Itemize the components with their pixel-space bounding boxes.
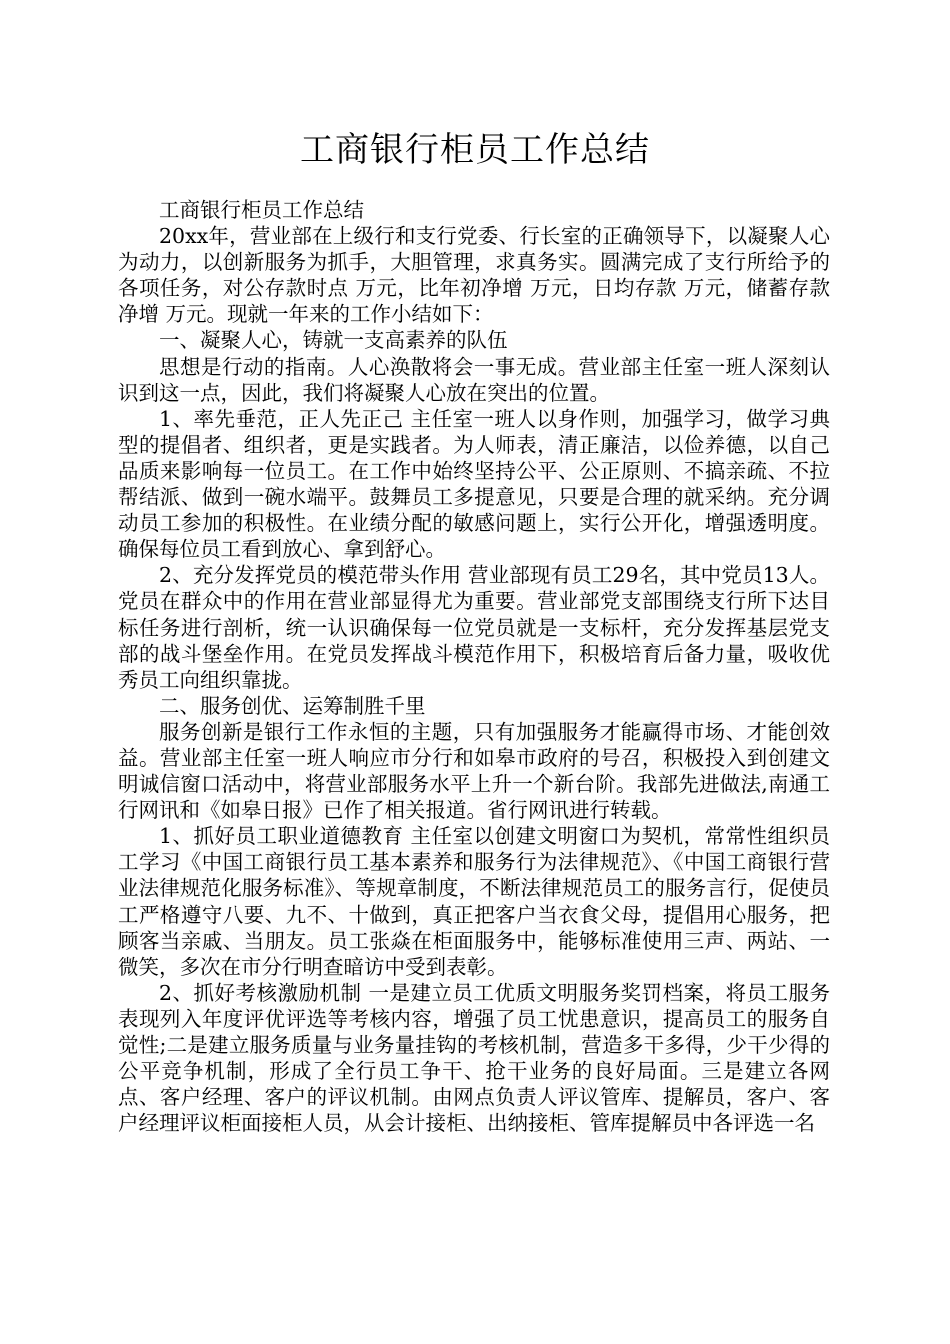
paragraph: 1、抓好员工职业道德教育 主任室以创建文明窗口为契机，常常性组织员工学习《中国工商银行员工基本素养和服务行为法律规范》、《中国工商银行营业法律规范化服务标准》、等规章制度，不断法律规范员工的服务言行，促使员工严格遵守八要、九不、十做到，真正把客户当衣食父母，提倡用心服务，把顾客当亲戚、当朋友。员工张焱在柜面服务中，能够标准使用三声、两站、一微笑，多次在市分行明查暗访中受到表彰。 — [118, 824, 830, 979]
document-title: 工商银行柜员工作总结 — [300, 130, 650, 170]
document-body — [118, 197, 830, 1136]
paragraph: 2、充分发挥党员的模范带头作用 营业部现有员工29名，其中党员13人。党员在群众中的作用在营业部显得尤为重要。营业部党支部围绕支行所下达目标任务进行剖析，统一认识确保每一位党员就是一支标杆，充分发挥基层党支部的战斗堡垒作用。在党员发挥战斗模范作用下，积极培育后备力量，吸收优秀员工向组织靠拢。 — [118, 563, 830, 692]
paragraph-subtitle: 工商银行柜员工作总结 — [159, 198, 364, 222]
section-heading-1: 一、凝聚人心，铸就一支高素养的队伍 — [159, 328, 508, 353]
paragraph: 1、率先垂范，正人先正己 主任室一班人以身作则，加强学习，做学习典型的提倡者、组织者，更是实践者。为人师表，清正廉洁，以俭养德，以自己品质来影响每一位员工。在工作中始终坚持公平、公正原则、不搞亲疏、不拉帮结派、做到一碗水端平。鼓舞员工多提意见，只要是合理的就采纳。充分调动员工参加的积极性。在业绩分配的敏感问题上，实行公开化，增强透明度。确保每位员工看到放心、拿到舒心。 — [118, 406, 830, 562]
paragraph: 思想是行动的指南。人心涣散将会一事无成。营业部主任室一班人深刻认识到这一点，因此，我们将凝聚人心放在突出的位置。 — [118, 354, 830, 405]
paragraph: 2、抓好考核激励机制 一是建立员工优质文明服务奖罚档案，将员工服务表现列入年度评优评选等考核内容，增强了员工忧患意识，提高员工的服务自觉性;二是建立服务质量与业务量挂钩的考核机制，营造多干多得，少干少得的公平竞争机制，形成了全行员工争干、抢干业务的良好局面。三是建立各网点、客户经理、客户的评议机制。由网点负责人评议管库、提解员，客户、客户经理评议柜面接柜人员，从会计接柜、出纳接柜、管库提解员中各评选一名 — [118, 980, 830, 1136]
paragraph: 服务创新是银行工作永恒的主题，只有加强服务才能赢得市场、才能创效益。营业部主任室一班人响应市分行和如皋市政府的号召，积极投入到创建文明诚信窗口活动中，将营业部服务水平上升一个新台阶。我部先进做法,南通工行网讯和《如皋日报》已作了相关报道。省行网讯进行转载。 — [118, 719, 830, 823]
paragraph-intro: 20xx年，营业部在上级行和支行党委、行长室的正确领导下，以凝聚人心为动力，以创新服务为抓手，大胆管理，求真务实。圆满完成了支行所给予的各项任务，对公存款时点 万元，比年初净增 万元，日均存款 万元，储蓄存款净增 万元。现就一年来的工作小结如下： — [118, 224, 830, 327]
section-heading-2: 二、服务创优、运筹制胜千里 — [159, 693, 426, 718]
